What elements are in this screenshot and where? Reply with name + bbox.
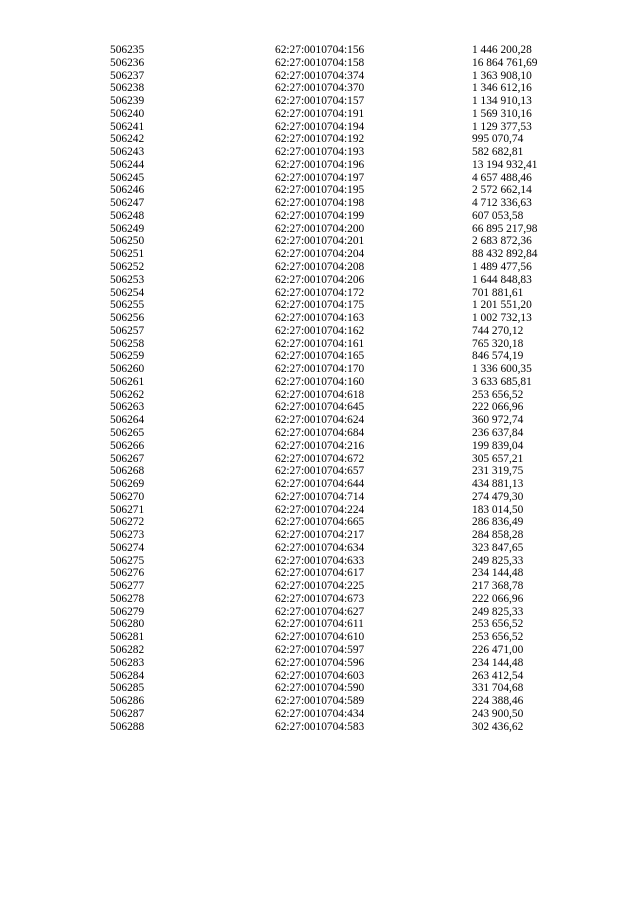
row-number: 506275 bbox=[110, 554, 145, 567]
cadastral-number: 62:27:0010704:603 bbox=[275, 669, 365, 682]
row-number: 506242 bbox=[110, 133, 145, 146]
cadastral-number: 62:27:0010704:610 bbox=[275, 631, 365, 644]
cadastral-number: 62:27:0010704:624 bbox=[275, 414, 365, 427]
row-number: 506276 bbox=[110, 567, 145, 580]
cadastral-value: 744 270,12 bbox=[472, 324, 524, 337]
row-number: 506250 bbox=[110, 235, 145, 248]
table-row bbox=[0, 223, 640, 236]
cadastral-number: 62:27:0010704:714 bbox=[275, 490, 365, 503]
cadastral-value: 1 346 612,16 bbox=[472, 82, 532, 95]
table-row bbox=[0, 542, 640, 555]
cadastral-number: 62:27:0010704:627 bbox=[275, 605, 365, 618]
row-number: 506274 bbox=[110, 541, 145, 554]
cadastral-number: 62:27:0010704:199 bbox=[275, 209, 365, 222]
cadastral-number: 62:27:0010704:224 bbox=[275, 503, 365, 516]
table-row bbox=[0, 389, 640, 402]
row-number: 506272 bbox=[110, 516, 145, 529]
cadastral-value: 1 569 310,16 bbox=[472, 107, 532, 120]
row-number: 506244 bbox=[110, 158, 145, 171]
cadastral-value: 249 825,33 bbox=[472, 554, 524, 567]
cadastral-number: 62:27:0010704:611 bbox=[275, 618, 364, 631]
cadastral-value: 243 900,50 bbox=[472, 707, 524, 720]
table-row bbox=[0, 555, 640, 568]
cadastral-number: 62:27:0010704:165 bbox=[275, 350, 365, 363]
row-number: 506240 bbox=[110, 107, 145, 120]
table-row bbox=[0, 491, 640, 504]
cadastral-number: 62:27:0010704:162 bbox=[275, 324, 365, 337]
table-row bbox=[0, 644, 640, 657]
table-row bbox=[0, 121, 640, 134]
cadastral-number: 62:27:0010704:597 bbox=[275, 643, 365, 656]
cadastral-number: 62:27:0010704:590 bbox=[275, 682, 365, 695]
cadastral-number: 62:27:0010704:193 bbox=[275, 146, 365, 159]
cadastral-value: 253 656,52 bbox=[472, 618, 524, 631]
cadastral-number: 62:27:0010704:206 bbox=[275, 273, 365, 286]
cadastral-number: 62:27:0010704:192 bbox=[275, 133, 365, 146]
row-number: 506281 bbox=[110, 631, 145, 644]
row-number: 506258 bbox=[110, 337, 145, 350]
row-number: 506277 bbox=[110, 580, 145, 593]
cadastral-value: 846 574,19 bbox=[472, 350, 524, 363]
cadastral-value: 1 129 377,53 bbox=[472, 120, 532, 133]
row-number: 506273 bbox=[110, 529, 145, 542]
cadastral-value: 434 881,13 bbox=[472, 478, 524, 491]
row-number: 506265 bbox=[110, 426, 145, 439]
cadastral-value: 765 320,18 bbox=[472, 337, 524, 350]
row-number: 506267 bbox=[110, 452, 145, 465]
cadastral-value: 199 839,04 bbox=[472, 439, 524, 452]
cadastral-value: 236 637,84 bbox=[472, 426, 524, 439]
cadastral-number: 62:27:0010704:204 bbox=[275, 248, 365, 261]
cadastral-value: 323 847,65 bbox=[472, 541, 524, 554]
table-row bbox=[0, 593, 640, 606]
cadastral-number: 62:27:0010704:434 bbox=[275, 707, 365, 720]
cadastral-number: 62:27:0010704:170 bbox=[275, 363, 365, 376]
cadastral-number: 62:27:0010704:225 bbox=[275, 580, 365, 593]
row-number: 506264 bbox=[110, 414, 145, 427]
row-number: 506270 bbox=[110, 490, 145, 503]
row-number: 506260 bbox=[110, 363, 145, 376]
table-row bbox=[0, 657, 640, 670]
row-number: 506259 bbox=[110, 350, 145, 363]
table-row bbox=[0, 197, 640, 210]
table-row bbox=[0, 504, 640, 517]
table-row bbox=[0, 363, 640, 376]
row-number: 506257 bbox=[110, 324, 145, 337]
table-row bbox=[0, 338, 640, 351]
cadastral-number: 62:27:0010704:657 bbox=[275, 465, 365, 478]
cadastral-number: 62:27:0010704:163 bbox=[275, 312, 365, 325]
cadastral-value: 1 489 477,56 bbox=[472, 261, 532, 274]
row-number: 506278 bbox=[110, 592, 145, 605]
row-number: 506254 bbox=[110, 286, 145, 299]
table-row bbox=[0, 567, 640, 580]
row-number: 506243 bbox=[110, 146, 145, 159]
cadastral-number: 62:27:0010704:160 bbox=[275, 375, 365, 388]
cadastral-value: 88 432 892,84 bbox=[472, 248, 538, 261]
table-row bbox=[0, 670, 640, 683]
row-number: 506241 bbox=[110, 120, 145, 133]
row-number: 506279 bbox=[110, 605, 145, 618]
cadastral-number: 62:27:0010704:684 bbox=[275, 426, 365, 439]
cadastral-value: 263 412,54 bbox=[472, 669, 524, 682]
cadastral-value: 1 002 732,13 bbox=[472, 312, 532, 325]
cadastral-number: 62:27:0010704:208 bbox=[275, 261, 365, 274]
cadastral-value: 1 134 910,13 bbox=[472, 95, 532, 108]
cadastral-number: 62:27:0010704:665 bbox=[275, 516, 365, 529]
cadastral-value: 16 864 761,69 bbox=[472, 56, 538, 69]
row-number: 506284 bbox=[110, 669, 145, 682]
table-row bbox=[0, 159, 640, 172]
cadastral-value: 253 656,52 bbox=[472, 388, 524, 401]
row-number: 506238 bbox=[110, 82, 145, 95]
table-row bbox=[0, 70, 640, 83]
cadastral-value: 234 144,48 bbox=[472, 656, 524, 669]
cadastral-number: 62:27:0010704:198 bbox=[275, 197, 365, 210]
cadastral-value: 234 144,48 bbox=[472, 567, 524, 580]
table-row bbox=[0, 287, 640, 300]
cadastral-number: 62:27:0010704:596 bbox=[275, 656, 365, 669]
table-row bbox=[0, 95, 640, 108]
cadastral-number: 62:27:0010704:194 bbox=[275, 120, 365, 133]
cadastral-value: 253 656,52 bbox=[472, 631, 524, 644]
cadastral-value: 286 836,49 bbox=[472, 516, 524, 529]
table-row bbox=[0, 465, 640, 478]
cadastral-value: 1 201 551,20 bbox=[472, 299, 532, 312]
cadastral-number: 62:27:0010704:618 bbox=[275, 388, 365, 401]
table-row bbox=[0, 172, 640, 185]
cadastral-value: 1 336 600,35 bbox=[472, 363, 532, 376]
table-row bbox=[0, 350, 640, 363]
row-number: 506283 bbox=[110, 656, 145, 669]
cadastral-number: 62:27:0010704:617 bbox=[275, 567, 365, 580]
cadastral-number: 62:27:0010704:645 bbox=[275, 401, 365, 414]
cadastral-value: 607 053,58 bbox=[472, 209, 524, 222]
table-row bbox=[0, 274, 640, 287]
cadastral-number: 62:27:0010704:589 bbox=[275, 695, 365, 708]
table-row bbox=[0, 401, 640, 414]
cadastral-number: 62:27:0010704:156 bbox=[275, 44, 365, 56]
row-number: 506252 bbox=[110, 261, 145, 274]
row-number: 506263 bbox=[110, 401, 145, 414]
table-row bbox=[0, 529, 640, 542]
row-number: 506268 bbox=[110, 465, 145, 478]
row-number: 506248 bbox=[110, 209, 145, 222]
table-row bbox=[0, 376, 640, 389]
row-number: 506251 bbox=[110, 248, 145, 261]
row-number: 506287 bbox=[110, 707, 145, 720]
table-row bbox=[0, 618, 640, 631]
cadastral-value: 226 471,00 bbox=[472, 643, 524, 656]
table-row bbox=[0, 682, 640, 695]
cadastral-number: 62:27:0010704:583 bbox=[275, 720, 365, 733]
cadastral-value: 995 070,74 bbox=[472, 133, 524, 146]
row-number: 506288 bbox=[110, 720, 145, 733]
cadastral-value: 305 657,21 bbox=[472, 452, 524, 465]
cadastral-number: 62:27:0010704:633 bbox=[275, 554, 365, 567]
cadastral-value: 217 368,78 bbox=[472, 580, 524, 593]
row-number: 506249 bbox=[110, 222, 145, 235]
table-row bbox=[0, 325, 640, 338]
cadastral-value: 2 572 662,14 bbox=[472, 184, 532, 197]
cadastral-number: 62:27:0010704:172 bbox=[275, 286, 365, 299]
table-row bbox=[0, 82, 640, 95]
cadastral-value: 302 436,62 bbox=[472, 720, 524, 733]
cadastral-value: 582 682,81 bbox=[472, 146, 524, 159]
row-number: 506266 bbox=[110, 439, 145, 452]
cadastral-number: 62:27:0010704:217 bbox=[275, 529, 365, 542]
row-number: 506236 bbox=[110, 56, 145, 69]
table-row bbox=[0, 631, 640, 644]
table-row bbox=[0, 516, 640, 529]
cadastral-number: 62:27:0010704:673 bbox=[275, 592, 365, 605]
table-row bbox=[0, 235, 640, 248]
cadastral-value: 249 825,33 bbox=[472, 605, 524, 618]
cadastral-number: 62:27:0010704:216 bbox=[275, 439, 365, 452]
cadastral-number: 62:27:0010704:672 bbox=[275, 452, 365, 465]
table-row bbox=[0, 440, 640, 453]
row-number: 506235 bbox=[110, 44, 145, 56]
table-row bbox=[0, 606, 640, 619]
table-row bbox=[0, 210, 640, 223]
cadastral-number: 62:27:0010704:191 bbox=[275, 107, 365, 120]
row-number: 506253 bbox=[110, 273, 145, 286]
table-row bbox=[0, 312, 640, 325]
table-row bbox=[0, 299, 640, 312]
row-number: 506246 bbox=[110, 184, 145, 197]
row-number: 506285 bbox=[110, 682, 145, 695]
cadastral-value: 360 972,74 bbox=[472, 414, 524, 427]
row-number: 506247 bbox=[110, 197, 145, 210]
cadastral-number: 62:27:0010704:200 bbox=[275, 222, 365, 235]
cadastral-value: 274 479,30 bbox=[472, 490, 524, 503]
table-row bbox=[0, 248, 640, 261]
cadastral-number: 62:27:0010704:374 bbox=[275, 69, 365, 82]
table-row bbox=[0, 453, 640, 466]
table-row bbox=[0, 580, 640, 593]
table-row bbox=[0, 478, 640, 491]
row-number: 506269 bbox=[110, 478, 145, 491]
table-row bbox=[0, 721, 640, 734]
row-number: 506261 bbox=[110, 375, 145, 388]
table-row bbox=[0, 695, 640, 708]
cadastral-value: 4 657 488,46 bbox=[472, 171, 532, 184]
table-row bbox=[0, 108, 640, 121]
cadastral-number: 62:27:0010704:634 bbox=[275, 541, 365, 554]
row-number: 506282 bbox=[110, 643, 145, 656]
row-number: 506256 bbox=[110, 312, 145, 325]
cadastral-value: 231 319,75 bbox=[472, 465, 524, 478]
cadastral-value: 331 704,68 bbox=[472, 682, 524, 695]
cadastral-number: 62:27:0010704:644 bbox=[275, 478, 365, 491]
cadastral-number: 62:27:0010704:195 bbox=[275, 184, 365, 197]
cadastral-value: 3 633 685,81 bbox=[472, 375, 532, 388]
table-row bbox=[0, 146, 640, 159]
row-number: 506237 bbox=[110, 69, 145, 82]
table-row bbox=[0, 708, 640, 721]
cadastral-number: 62:27:0010704:157 bbox=[275, 95, 365, 108]
row-number: 506239 bbox=[110, 95, 145, 108]
cadastral-value: 1 446 200,28 bbox=[472, 44, 532, 56]
table-row bbox=[0, 44, 640, 57]
row-number: 506271 bbox=[110, 503, 145, 516]
row-number: 506280 bbox=[110, 618, 145, 631]
table-row bbox=[0, 184, 640, 197]
cadastral-number: 62:27:0010704:158 bbox=[275, 56, 365, 69]
cadastral-number: 62:27:0010704:175 bbox=[275, 299, 365, 312]
cadastral-number: 62:27:0010704:196 bbox=[275, 158, 365, 171]
cadastral-value: 183 014,50 bbox=[472, 503, 524, 516]
cadastral-value: 222 066,96 bbox=[472, 592, 524, 605]
table-row bbox=[0, 414, 640, 427]
table-row bbox=[0, 427, 640, 440]
table-row bbox=[0, 261, 640, 274]
cadastral-value: 4 712 336,63 bbox=[472, 197, 532, 210]
row-number: 506255 bbox=[110, 299, 145, 312]
cadastral-number: 62:27:0010704:201 bbox=[275, 235, 365, 248]
table-row bbox=[0, 57, 640, 70]
cadastral-value: 1 644 848,83 bbox=[472, 273, 532, 286]
cadastral-value: 222 066,96 bbox=[472, 401, 524, 414]
cadastral-value: 66 895 217,98 bbox=[472, 222, 538, 235]
table-body bbox=[0, 44, 640, 733]
row-number: 506286 bbox=[110, 695, 145, 708]
cadastral-number: 62:27:0010704:370 bbox=[275, 82, 365, 95]
row-number: 506245 bbox=[110, 171, 145, 184]
cadastral-value: 284 858,28 bbox=[472, 529, 524, 542]
cadastral-value: 1 363 908,10 bbox=[472, 69, 532, 82]
cadastral-value: 13 194 932,41 bbox=[472, 158, 538, 171]
cadastral-number: 62:27:0010704:197 bbox=[275, 171, 365, 184]
cadastral-value: 224 388,46 bbox=[472, 695, 524, 708]
cadastral-value: 701 881,61 bbox=[472, 286, 524, 299]
row-number: 506262 bbox=[110, 388, 145, 401]
cadastral-value: 2 683 872,36 bbox=[472, 235, 532, 248]
table-row bbox=[0, 133, 640, 146]
cadastral-number: 62:27:0010704:161 bbox=[275, 337, 365, 350]
